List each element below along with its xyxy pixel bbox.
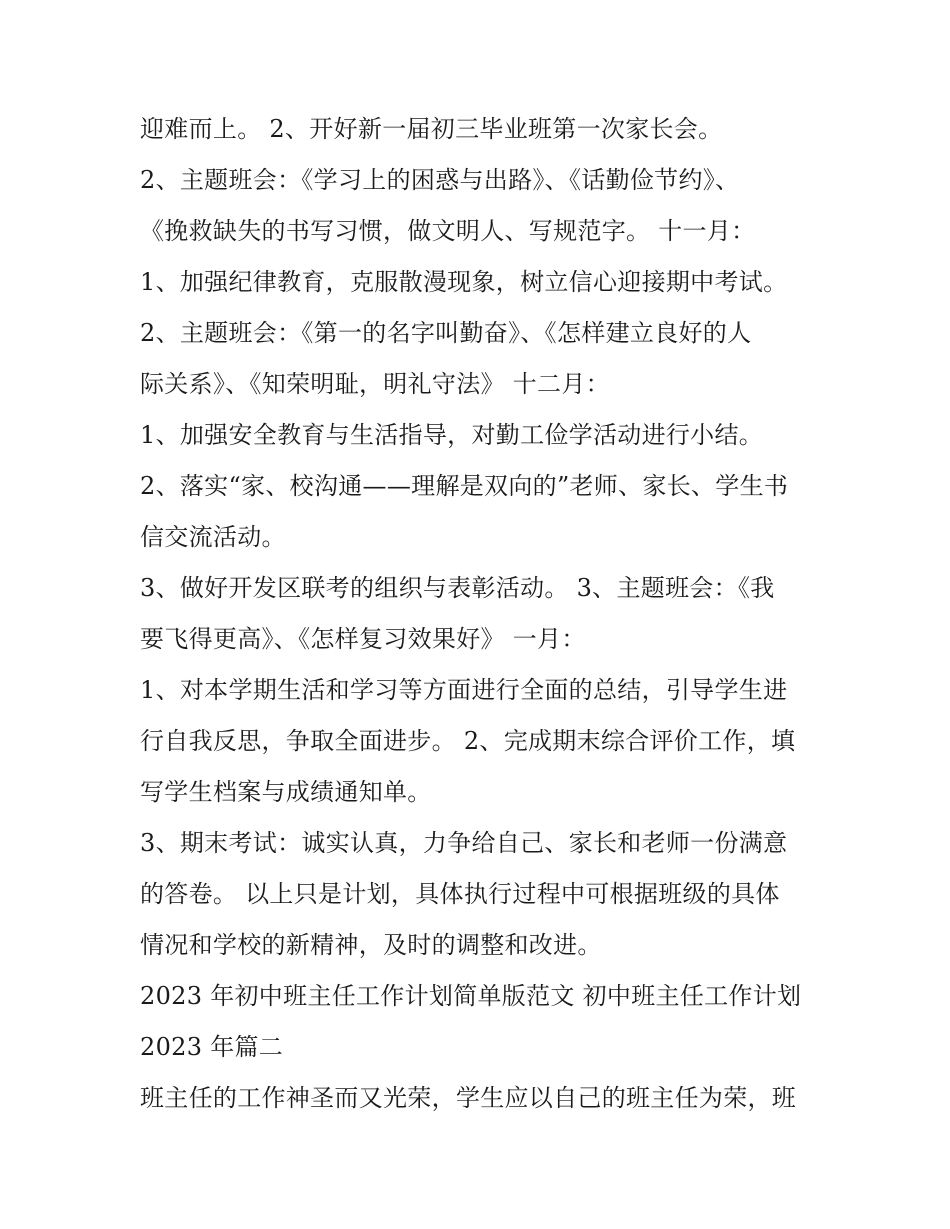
text-line: 际关系》、《知荣明耻，明礼守法》 十二月： bbox=[140, 370, 610, 398]
section-heading-line: 2023 年篇二 bbox=[140, 1033, 284, 1061]
text-line: 1、对本学期生活和学习等方面进行全面的总结，引导学生进 bbox=[140, 676, 788, 704]
text-line: 信交流活动。 bbox=[140, 523, 286, 551]
text-line: 3、期末考试：诚实认真，力争给自己、家长和老师一份满意 bbox=[140, 829, 788, 857]
text-line: 行自我反思，争取全面进步。 2、完成期末综合评价工作，填 bbox=[140, 727, 796, 755]
text-line: 1、加强纪律教育，克服散漫现象，树立信心迎接期中考试。 bbox=[140, 268, 788, 296]
section-heading-line: 2023 年初中班主任工作计划简单版范文 初中班主任工作计划 bbox=[140, 982, 802, 1010]
text-line: 2、主题班会：《学习上的困惑与出路》、《话勤俭节约》、 bbox=[140, 166, 740, 194]
text-line: 2、主题班会：《第一的名字叫勤奋》、《怎样建立良好的人 bbox=[140, 319, 752, 347]
text-line: 迎难而上。 2、开好新一届初三毕业班第一次家长会。 bbox=[140, 115, 723, 143]
text-line: 2、落实“家、校沟通——理解是双向的”老师、家长、学生书 bbox=[140, 472, 789, 500]
text-line: 的答卷。 以上只是计划，具体执行过程中可根据班级的具体 bbox=[140, 880, 780, 908]
document-body bbox=[140, 104, 820, 1124]
text-line: 情况和学校的新精神，及时的调整和改进。 bbox=[140, 931, 602, 959]
text-line: 写学生档案与成绩通知单。 bbox=[140, 778, 432, 806]
text-line: 《挽救缺失的书写习惯，做文明人、写规范字。 十一月： bbox=[140, 217, 756, 245]
text-line: 3、做好开发区联考的组织与表彰活动。 3、主题班会：《我 bbox=[140, 574, 775, 602]
text-line: 班主任的工作神圣而又光荣，学生应以自己的班主任为荣，班 bbox=[140, 1084, 797, 1112]
text-line: 1、加强安全教育与生活指导，对勤工俭学活动进行小结。 bbox=[140, 421, 764, 449]
text-line: 要飞得更高》、《怎样复习效果好》 一月： bbox=[140, 625, 586, 653]
